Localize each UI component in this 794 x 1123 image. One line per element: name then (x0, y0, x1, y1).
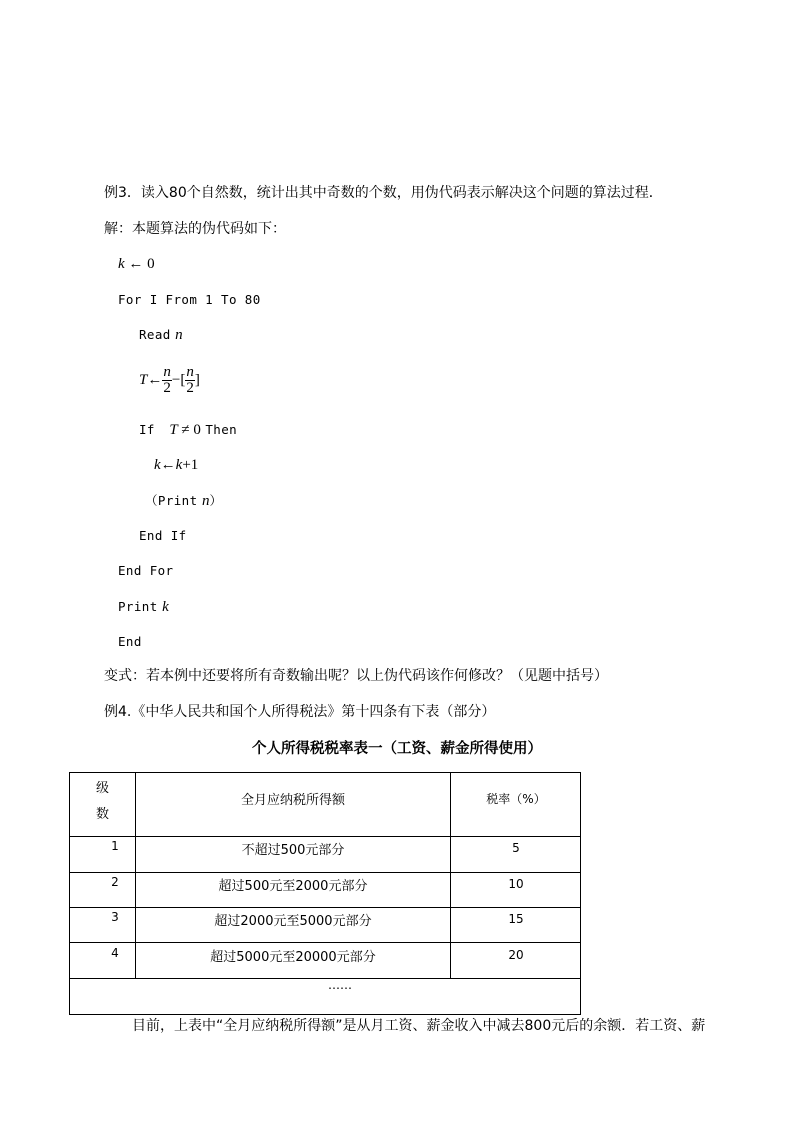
fraction-n-over-2-floor: $\frac{n}{2}$ (186, 364, 194, 397)
row4-level: 4 (111, 946, 119, 960)
code-endif-line: End If (139, 528, 187, 543)
right-bracket: ] (194, 372, 200, 388)
code-for-line: For I From 1 To 80 (118, 292, 261, 307)
row3-level: 3 (111, 910, 119, 924)
assign-arrow: ← (147, 372, 163, 388)
row2-rate: 10 (508, 877, 524, 891)
table-ellipsis: …… (328, 978, 352, 992)
zero-value: 0 (147, 256, 155, 272)
row1-range: 不超过500元部分 (241, 843, 345, 858)
code-print-n-line: （Print n） (145, 493, 223, 509)
code-increment-line: k←k+1 (154, 457, 199, 473)
table-title: 个人所得税税率表一（工资、薪金所得使用） (252, 741, 542, 757)
header-amount: 全月应纳税所得额 (240, 793, 345, 808)
row1-rate: 5 (512, 841, 520, 855)
code-read-line (139, 326, 183, 344)
header-level: 级 数 (95, 781, 109, 822)
example4-intro: 例4.《中华人民共和国个人所得税法》第十四条有下表（部分） (104, 704, 496, 720)
read-keyword: Read (139, 327, 171, 342)
row2-level: 2 (111, 875, 119, 889)
example3-question: 例3．读入80个自然数，统计出其中奇数的个数，用伪代码表示解决这个问题的算法过程． (104, 185, 663, 201)
code-end-line: End (118, 634, 142, 649)
var-n: n (175, 327, 183, 343)
code-T-assign-line (139, 363, 200, 397)
row4-rate: 20 (508, 948, 524, 962)
assign-arrow: ← (128, 256, 144, 272)
tax-rate-table (69, 772, 581, 1015)
row4-range: 超过5000元至20000元部分 (210, 950, 376, 965)
code-init-line (118, 255, 155, 273)
fraction-n-over-2: $\frac{n}{2}$ (163, 364, 171, 397)
solution-intro: 解：本题算法的伪代码如下： (104, 221, 286, 237)
variant-text: 变式：若本例中还要将所有奇数输出呢？以上伪代码该作何修改？（见题中括号） (104, 668, 608, 684)
code-if-line: If T ≠ 0 Then (139, 422, 238, 438)
left-bracket: [ (180, 372, 186, 388)
var-T: T (139, 372, 148, 388)
code-endfor-line: End For (118, 563, 174, 578)
code-print-k-line: Print k (118, 599, 169, 615)
then-keyword: Then (205, 422, 238, 437)
row3-range: 超过2000元至5000元部分 (214, 914, 372, 929)
minus-sign: − (171, 372, 181, 388)
row2-range: 超过500元至2000元部分 (218, 879, 368, 894)
row3-rate: 15 (508, 912, 524, 926)
header-rate: 税率（%） (486, 792, 546, 806)
row1-level: 1 (111, 839, 119, 853)
bottom-paragraph: 目前，上表中“全月应纳税所得额”是从月工资、薪金收入中减去800元后的余额．若工资、薪 (132, 1018, 706, 1034)
var-k: k (118, 256, 125, 272)
if-keyword: If (139, 422, 155, 437)
